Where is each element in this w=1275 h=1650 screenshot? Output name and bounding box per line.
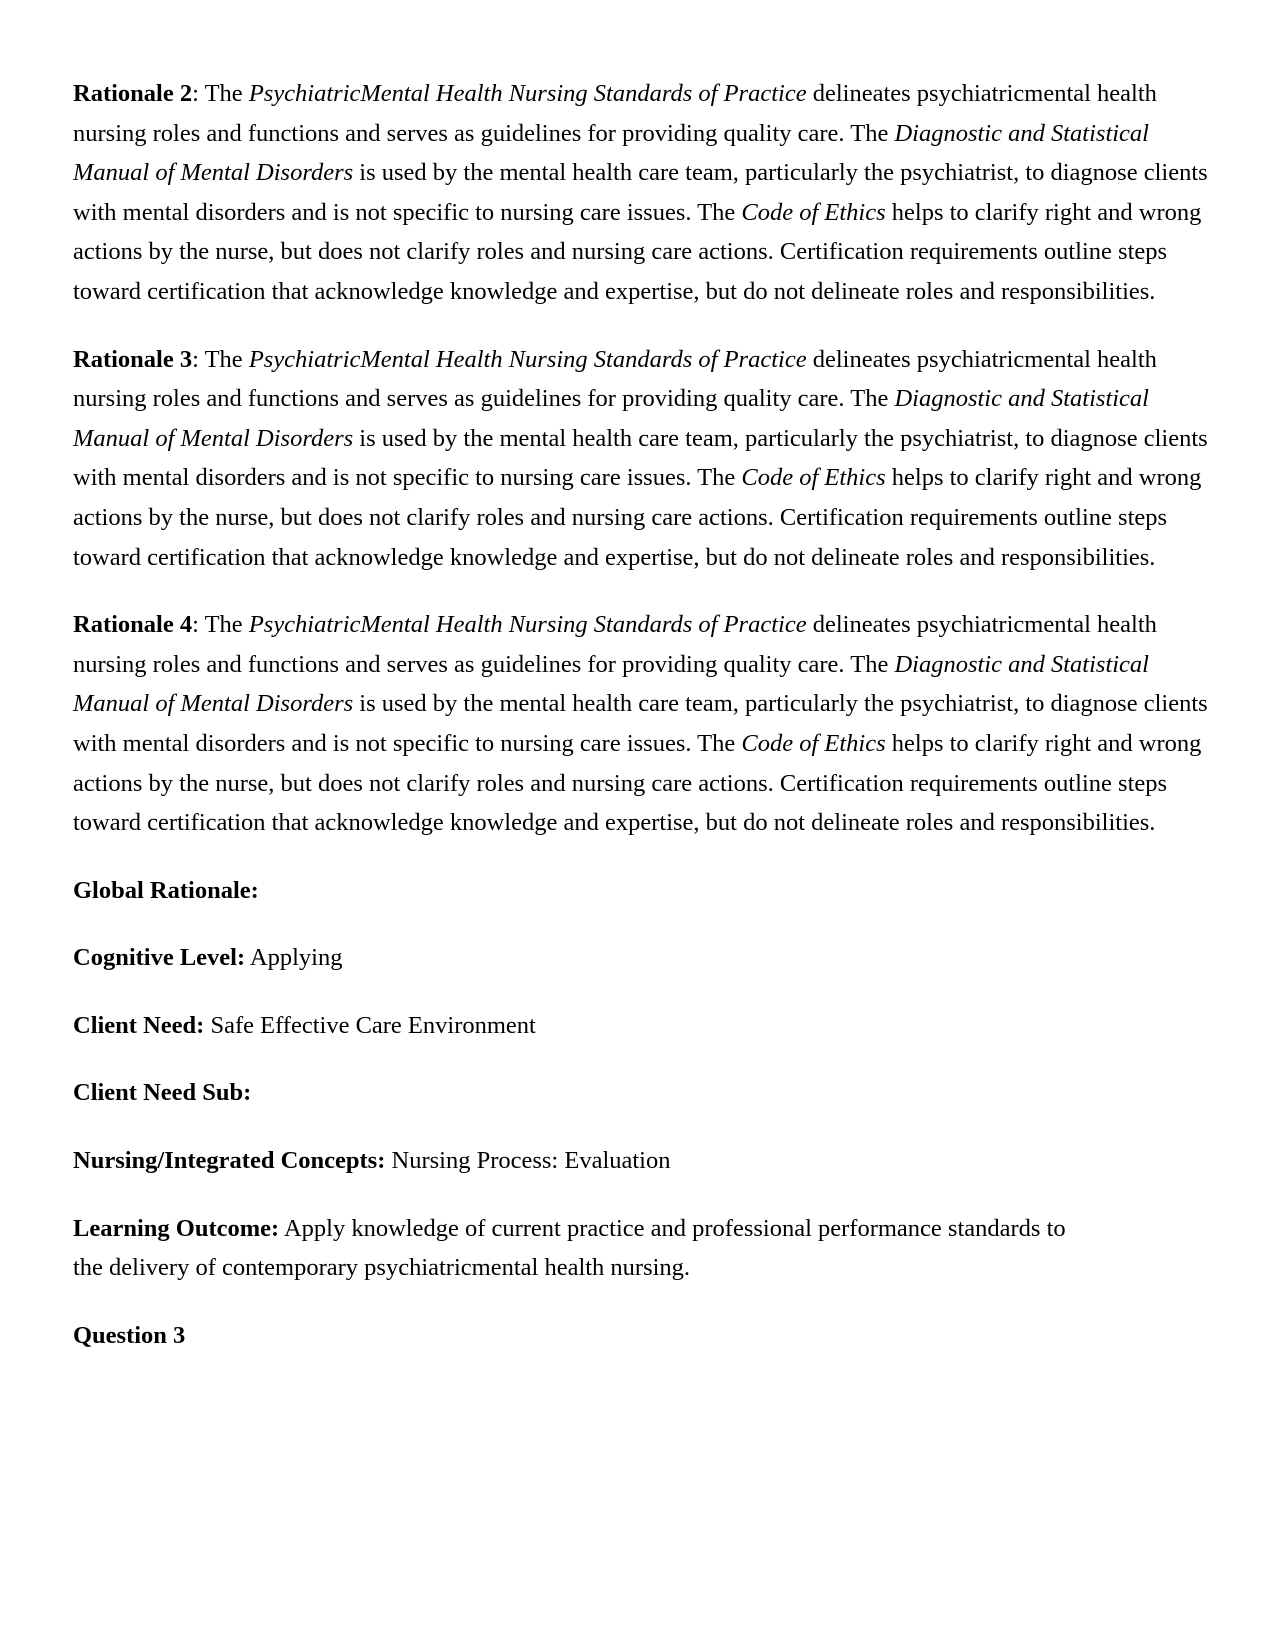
learning-outcome [73,1209,1213,1288]
question-heading: Question 3 [73,1321,186,1349]
ethics-title: Code of Ethics [741,198,886,226]
rationale-label: Rationale 3 [73,345,193,373]
rationale-2-paragraph: Rationale 2: The PsychiatricMental Health Nursing Standards of Practice delineates psychiatricmental health nursing roles and functions and serves as guidelines for providing quality care. The Diagnostic and Statistical Manual of Mental Disorders is used by the mental health care team, particularly the psychiatrist, to diagnose clients with mental disorders and is not specific to nursing care issues. The Code of Ethics helps to clarify right and wrong actions by the nurse, but does not clarify roles and nursing care actions. Certification requirements outline steps toward certification that acknowledge knowledge and expertise, but do not delineate roles and responsibilities. [73,80,1208,305]
field-value: Apply knowledge of current practice and professional performance standards to [279,1214,1066,1242]
rationale-label: Rationale 2 [73,80,193,107]
global-rationale [73,871,1213,911]
cognitive-level [73,938,1213,978]
dsm-title: Diagnostic and Statistical Manual of Mental Disorders [73,385,1149,452]
rationale-3-paragraph: Rationale 3: The PsychiatricMental Health Nursing Standards of Practice delineates psychiatricmental health nursing roles and functions and serves as guidelines for providing quality care. The Diagnostic and Statistical Manual of Mental Disorders is used by the mental health care team, particularly the psychiatrist, to diagnose clients with mental disorders and is not specific to nursing care issues. The Code of Ethics helps to clarify right and wrong actions by the nurse, but does not clarify roles and nursing care actions. Certification requirements outline steps toward certification that acknowledge knowledge and expertise, but do not delineate roles and responsibilities. [73,345,1208,571]
field-label: Client Need Sub: [73,1079,252,1107]
standards-title: PsychiatricMental Health Nursing Standards of Practice [248,611,807,639]
field-label: Global Rationale: [73,876,259,904]
dsm-title: Diagnostic and Statistical Manual of Mental Disorders [73,119,1149,187]
field-value: the delivery of contemporary psychiatricmental health nursing. [73,1254,691,1282]
dsm-title: Diagnostic and Statistical Manual of Mental Disorders [73,650,1149,718]
client-need [73,1006,1213,1046]
ethics-title: Code of Ethics [741,464,886,492]
nursing-integrated-concepts [73,1141,1213,1181]
field-value: Applying [245,944,343,972]
field-label: Learning Outcome: [73,1214,280,1242]
ethics-title: Code of Ethics [741,729,886,757]
field-label: Nursing/Integrated Concepts: [73,1147,386,1175]
field-value: Safe Effective Care Environment [204,1011,536,1039]
standards-title: PsychiatricMental Health Nursing Standards of Practice [248,345,807,373]
field-label: Client Need: [73,1011,205,1039]
document-page [73,74,1213,1355]
rationale-label: Rationale 4 [73,611,193,639]
rationale-4-paragraph: Rationale 4: The PsychiatricMental Health Nursing Standards of Practice delineates psychiatricmental health nursing roles and functions and serves as guidelines for providing quality care. The Diagnostic and Statistical Manual of Mental Disorders is used by the mental health care team, particularly the psychiatrist, to diagnose clients with mental disorders and is not specific to nursing care issues. The Code of Ethics helps to clarify right and wrong actions by the nurse, but does not clarify roles and nursing care actions. Certification requirements outline steps toward certification that acknowledge knowledge and expertise, but do not delineate roles and responsibilities. [73,611,1208,837]
standards-title: PsychiatricMental Health Nursing Standards of Practice [248,80,807,107]
field-value: Nursing Process: Evaluation [385,1147,671,1175]
client-need-sub [73,1073,1213,1113]
field-label: Cognitive Level: [73,944,246,972]
